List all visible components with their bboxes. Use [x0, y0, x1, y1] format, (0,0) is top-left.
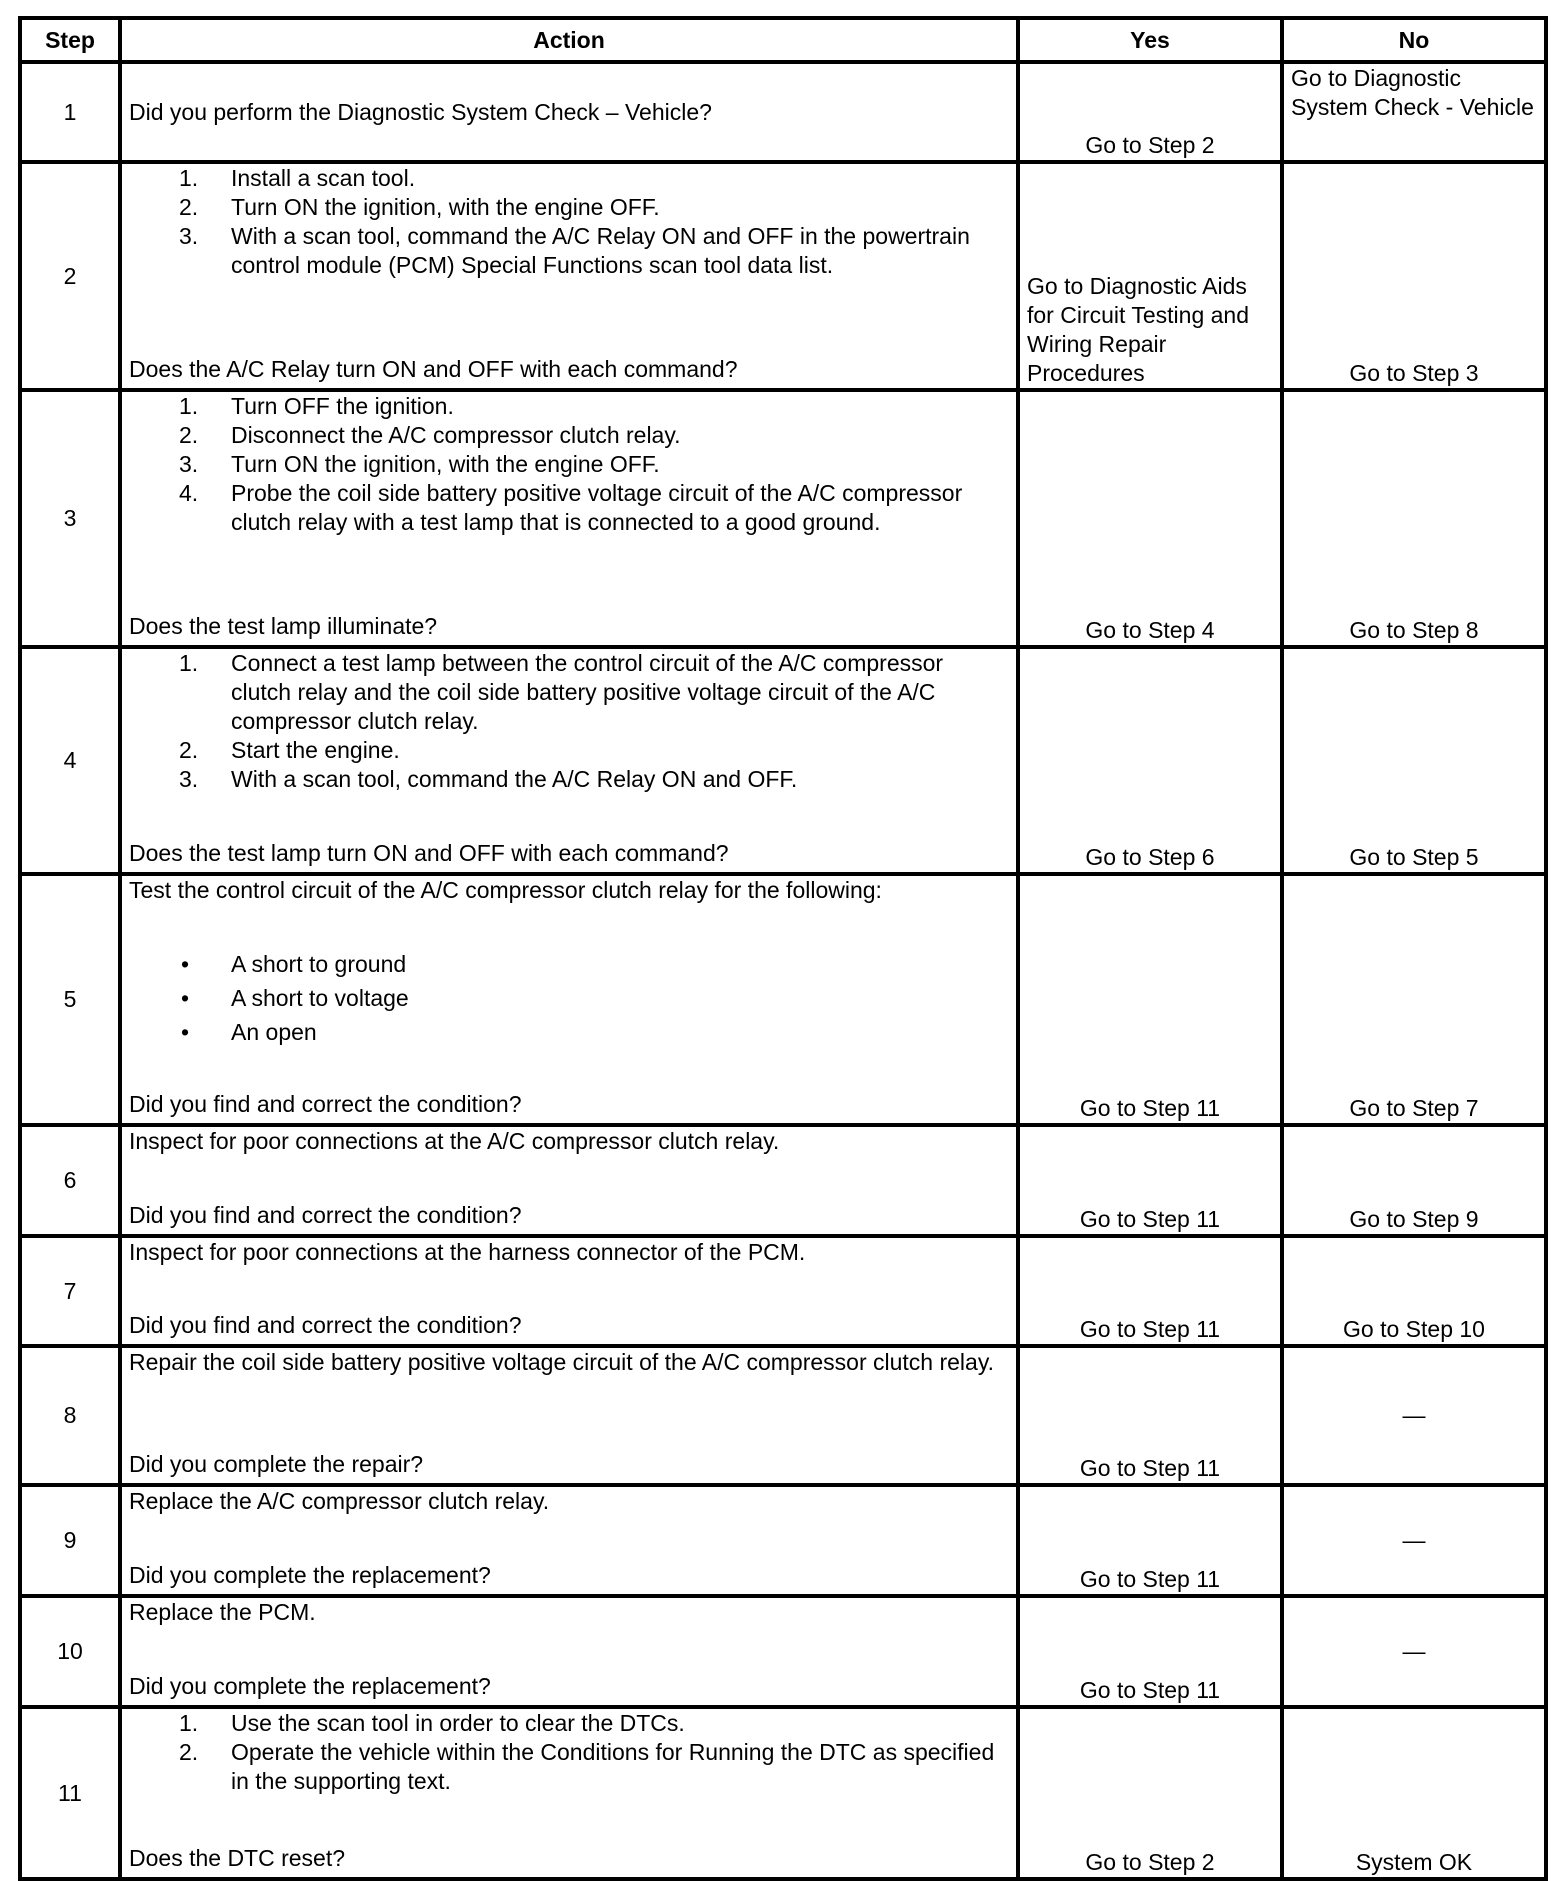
bullet-list: [129, 947, 1009, 1049]
no-result: —: [1282, 1346, 1546, 1485]
table-row: [20, 1707, 1546, 1879]
yes-result: Go to Step 11: [1018, 1125, 1282, 1236]
action-cell: [120, 1125, 1018, 1236]
intro-text: Repair the coil side battery positive voltage circuit of the A/C compressor clutch relay.: [129, 1349, 995, 1375]
no-result: Go to Step 5: [1282, 647, 1546, 874]
step-number: 5: [20, 874, 120, 1125]
question-text: Did you complete the repair?: [129, 1451, 424, 1477]
no-result: —: [1282, 1596, 1546, 1707]
question-text: Did you find and correct the condition?: [129, 1091, 522, 1117]
step-number: 3: [20, 390, 120, 647]
intro-text: Inspect for poor connections at the A/C compressor clutch relay.: [129, 1128, 780, 1154]
table-row: [20, 874, 1546, 1125]
action-cell: [120, 1485, 1018, 1596]
yes-result: Go to Step 2: [1018, 1707, 1282, 1879]
list-item: • A short to voltage: [181, 985, 409, 1011]
no-result: Go to Step 8: [1282, 390, 1546, 647]
action-cell: [120, 1707, 1018, 1879]
no-result: Go to Step 9: [1282, 1125, 1546, 1236]
action-cell: [120, 1346, 1018, 1485]
header-action: Action: [120, 18, 1018, 62]
yes-result: Go to Diagnostic Aids for Circuit Testing and Wiring Repair Procedures: [1018, 162, 1282, 390]
no-result: System OK: [1282, 1707, 1546, 1879]
yes-result: Go to Step 6: [1018, 647, 1282, 874]
question-text: Does the DTC reset?: [129, 1845, 346, 1871]
table-row: [20, 62, 1546, 162]
list-item: 3. Turn ON the ignition, with the engine OFF.: [179, 451, 660, 477]
yes-result: Go to Step 4: [1018, 390, 1282, 647]
table-row: [20, 390, 1546, 647]
question-text: Does the test lamp illuminate?: [129, 613, 438, 639]
step-list: [129, 392, 1009, 537]
action-cell: [120, 874, 1018, 1125]
yes-result: Go to Step 11: [1018, 874, 1282, 1125]
action-cell: [120, 62, 1018, 162]
action-cell: [120, 162, 1018, 390]
header-row: [20, 18, 1546, 62]
list-item: 2. Disconnect the A/C compressor clutch relay.: [179, 422, 681, 448]
step-number: 9: [20, 1485, 120, 1596]
header-yes: Yes: [1018, 18, 1282, 62]
table-row: [20, 1596, 1546, 1707]
step-number: 4: [20, 647, 120, 874]
list-item: • A short to ground: [181, 951, 407, 977]
list-item: 1. Turn OFF the ignition.: [179, 393, 454, 419]
step-number: 7: [20, 1236, 120, 1346]
list-item: 2. Operate the vehicle within the Conditions for Running the DTC as specified in the supporting text.: [179, 1739, 995, 1794]
list-item: 3. With a scan tool, command the A/C Relay ON and OFF.: [179, 766, 798, 792]
table-row: [20, 1485, 1546, 1596]
no-result: Go to Step 7: [1282, 874, 1546, 1125]
no-result: Go to Step 3: [1282, 162, 1546, 390]
yes-result: Go to Step 11: [1018, 1485, 1282, 1596]
step-number: 8: [20, 1346, 120, 1485]
yes-result: Go to Step 2: [1018, 62, 1282, 162]
action-cell: [120, 1236, 1018, 1346]
table-row: [20, 1236, 1546, 1346]
list-item: 4. Probe the coil side battery positive voltage circuit of the A/C compressor clutch relay with a test lamp that is connected to a good ground.: [179, 480, 963, 535]
yes-result: Go to Step 11: [1018, 1596, 1282, 1707]
table-row: [20, 647, 1546, 874]
diagnostic-table: [18, 16, 1548, 1881]
step-number: 1: [20, 62, 120, 162]
step-number: 10: [20, 1596, 120, 1707]
action-cell: [120, 647, 1018, 874]
yes-result: Go to Step 11: [1018, 1346, 1282, 1485]
header-no: No: [1282, 18, 1546, 62]
no-result: Go to Step 10: [1282, 1236, 1546, 1346]
step-list: [129, 1709, 1009, 1796]
step-number: 2: [20, 162, 120, 390]
question-text: Did you perform the Diagnostic System Check – Vehicle?: [129, 98, 712, 125]
step-number: 11: [20, 1707, 120, 1879]
intro-text: Replace the A/C compressor clutch relay.: [129, 1488, 550, 1514]
table-row: [20, 162, 1546, 390]
action-cell: [120, 1596, 1018, 1707]
list-item: 3. With a scan tool, command the A/C Relay ON and OFF in the powertrain control module (PCM) Special Functions scan tool data list.: [179, 223, 970, 278]
question-text: Did you complete the replacement?: [129, 1673, 491, 1699]
action-cell: [120, 390, 1018, 647]
list-item: 1. Install a scan tool.: [179, 165, 416, 191]
list-item: 1. Connect a test lamp between the control circuit of the A/C compressor clutch relay and the coil side battery positive voltage circuit of the A/C compressor clutch relay.: [179, 650, 944, 734]
intro-text: Replace the PCM.: [129, 1599, 316, 1625]
question-text: Did you complete the replacement?: [129, 1562, 491, 1588]
list-item: 2. Start the engine.: [179, 737, 400, 763]
intro-text: Inspect for poor connections at the harness connector of the PCM.: [129, 1239, 806, 1265]
question-text: Did you find and correct the condition?: [129, 1312, 522, 1338]
intro-text: Test the control circuit of the A/C compressor clutch relay for the following:: [129, 877, 882, 903]
question-text: Does the A/C Relay turn ON and OFF with each command?: [129, 356, 738, 382]
question-text: Does the test lamp turn ON and OFF with each command?: [129, 840, 729, 866]
header-step: Step: [20, 18, 120, 62]
table-row: [20, 1346, 1546, 1485]
step-list: [129, 164, 1009, 280]
question-text: Did you find and correct the condition?: [129, 1202, 522, 1228]
list-item: 2. Turn ON the ignition, with the engine OFF.: [179, 194, 660, 220]
list-item: 1. Use the scan tool in order to clear the DTCs.: [179, 1710, 685, 1736]
yes-result: Go to Step 11: [1018, 1236, 1282, 1346]
no-result: Go to Diagnostic System Check - Vehicle: [1282, 62, 1546, 162]
step-number: 6: [20, 1125, 120, 1236]
table-row: [20, 1125, 1546, 1236]
no-result: —: [1282, 1485, 1546, 1596]
step-list: [129, 649, 1009, 794]
list-item: • An open: [181, 1019, 317, 1045]
